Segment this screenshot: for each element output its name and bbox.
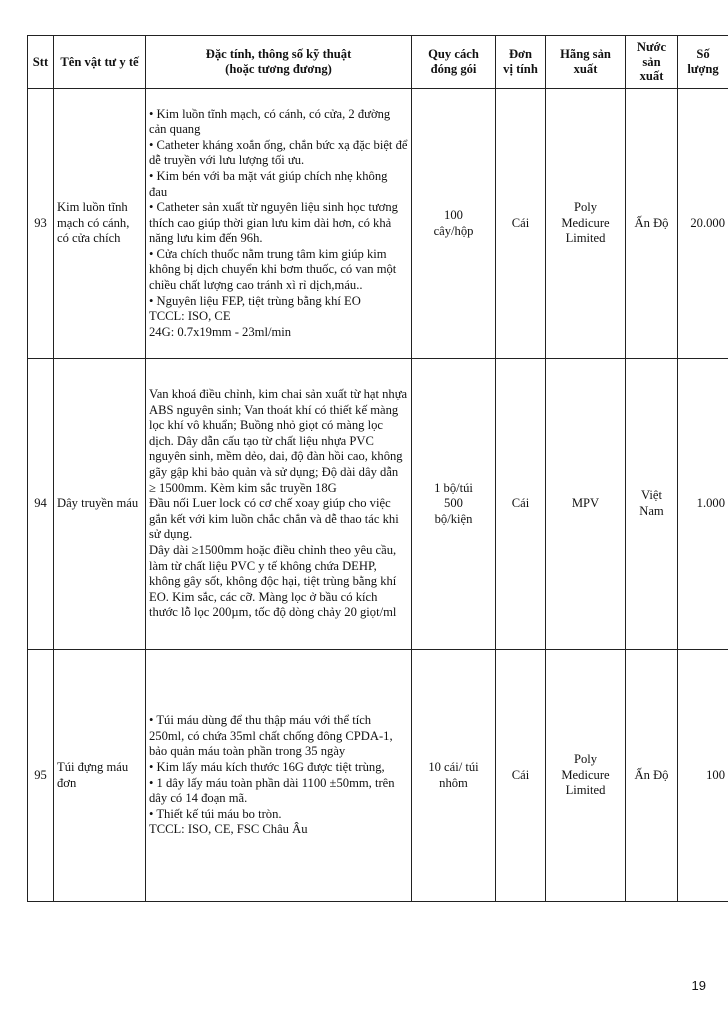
cell-manufacturer: Poly Medicure Limited xyxy=(546,89,626,359)
cell-quantity: 1.000 xyxy=(678,359,728,650)
header-row xyxy=(28,36,728,89)
header-stt: Stt xyxy=(28,36,54,89)
cell-unit: Cái xyxy=(496,650,546,902)
header-country: Nước sản xuất xyxy=(626,36,678,89)
spec-line: • 1 dây lấy máu toàn phần dài 1100 ±50mm, trên dây có 14 đoạn mã. xyxy=(149,775,395,806)
cell-manufacturer: MPV xyxy=(546,359,626,650)
cell-stt: 93 xyxy=(28,89,54,359)
header-manufacturer: Hãng sản xuất xyxy=(546,36,626,89)
cell-country: Ấn Độ xyxy=(626,89,678,359)
cell-stt: 95 xyxy=(28,650,54,902)
spec-line: • Thiết kế túi máu bo tròn. xyxy=(149,806,282,821)
cell-specs xyxy=(146,359,412,650)
cell-country: Ấn Độ xyxy=(626,650,678,902)
cell-packaging: 100 cây/hộp xyxy=(412,89,496,359)
header-quantity: Số lượng xyxy=(678,36,728,89)
cell-packaging: 1 bộ/túi 500 bộ/kiện xyxy=(412,359,496,650)
table-row xyxy=(28,359,728,650)
spec-line: • Kim bén với ba mặt vát giúp chích nhẹ không đau xyxy=(149,168,388,199)
spec-line: 24G: 0.7x19mm - 23ml/min xyxy=(149,324,292,339)
cell-stt: 94 xyxy=(28,359,54,650)
table-row xyxy=(28,89,728,359)
header-name: Tên vật tư y tế xyxy=(54,36,146,89)
cell-country: Việt Nam xyxy=(626,359,678,650)
page-number: 19 xyxy=(691,978,706,993)
spec-line: • Kim lấy máu kích thước 16G được tiệt trùng, xyxy=(149,759,385,774)
table-row xyxy=(28,650,728,902)
spec-line: TCCL: ISO, CE xyxy=(149,309,231,324)
spec-line: • Túi máu dùng để thu thập máu với thể tích 250ml, có chứa 35ml chất chống đông CPDA-1, bảo quản máu toàn phần trong 35 ngày xyxy=(149,713,393,759)
cell-quantity: 100 xyxy=(678,650,728,902)
spec-line: • Kim luồn tĩnh mạch, có cánh, có cửa, 2 đường cản quang xyxy=(149,106,391,137)
supply-spec-table xyxy=(27,35,728,902)
spec-line: Đầu nối Luer lock có cơ chế xoay giúp cho việc gắn kết với kim luồn chắc chắn và dễ thao tác khi sử dụng. xyxy=(149,496,399,542)
cell-specs xyxy=(146,89,412,359)
spec-line: • Catheter kháng xoắn ống, chắn bức xạ đặc biệt để dễ truyền với lưu lượng tối ưu. xyxy=(149,137,408,168)
spec-line: Dây dài ≥1500mm hoặc điều chỉnh theo yêu cầu, làm từ chất liệu PVC y tế không chứa DEHP, không gây sốt, không độc hại, tiệt trùng bằng khí EO. Kim sắc, các cỡ. Màng lọc ở bầu có kích thước lỗ lọc 200µm, tốc độ dòng chảy 20 giọt/ml xyxy=(149,542,397,620)
header-unit: Đơn vị tính xyxy=(496,36,546,89)
spec-line: • Nguyên liệu FEP, tiệt trùng bằng khí EO xyxy=(149,293,361,308)
cell-name: Túi đựng máu đơn xyxy=(54,650,146,902)
cell-specs xyxy=(146,650,412,902)
cell-manufacturer: Poly Medicure Limited xyxy=(546,650,626,902)
cell-unit: Cái xyxy=(496,89,546,359)
spec-line: • Catheter sản xuất từ nguyên liệu sinh học tương thích cao giúp thời gian lưu kim dài hơn, có khả năng lưu kim đến 96h. xyxy=(149,200,398,246)
cell-name: Kim luồn tĩnh mạch có cánh, có cửa chích xyxy=(54,89,146,359)
header-packaging: Quy cách đóng gói xyxy=(412,36,496,89)
spec-line: TCCL: ISO, CE, FSC Châu Âu xyxy=(149,822,308,837)
header-specs: Đặc tính, thông số kỹ thuật (hoặc tương đương) xyxy=(146,36,412,89)
spec-line: Van khoá điều chỉnh, kim chai sản xuất từ hạt nhựa ABS nguyên sinh; Van thoát khí có thiết kế màng lọc khí vô khuẩn; Buồng nhỏ giọt có màng lọc dịch. Dây dẫn cấu tạo từ chất liệu nhựa PVC nguyên sinh, mềm dẻo, dai, độ đàn hồi cao, không gãy gập khi bảo quản và sử dụng; Độ dài dây dẫn ≥ 1500mm. Kèm kim sắc truyền 18G xyxy=(149,387,408,495)
cell-unit: Cái xyxy=(496,359,546,650)
spec-line: • Cửa chích thuốc nằm trung tâm kim giúp kim không bị dịch chuyển khi bơm thuốc, có van một chiều chất lượng cao tránh xì rỉ dịch,máu.. xyxy=(149,246,397,293)
cell-name: Dây truyền máu xyxy=(54,359,146,650)
cell-quantity: 20.000 xyxy=(678,89,728,359)
cell-packaging: 10 cái/ túi nhôm xyxy=(412,650,496,902)
